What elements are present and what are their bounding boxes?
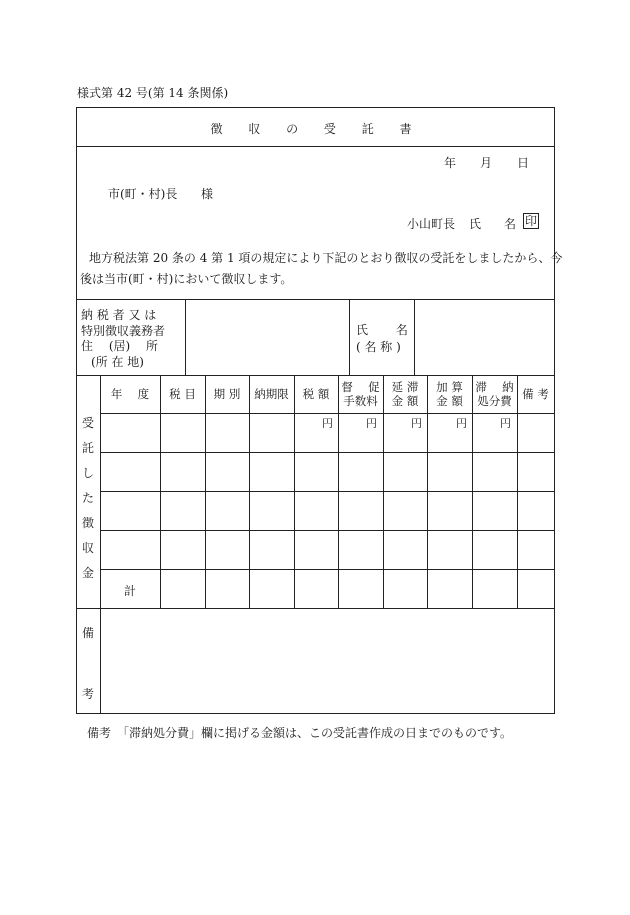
body-text-line1: 地方税法第 20 条の 4 第 1 項の規定により下記のとおり徴収の受託をしましたから、今 — [89, 251, 563, 265]
side-label-4: た — [81, 491, 94, 505]
taxpayer-label-line4: (所 在 地) — [91, 355, 144, 369]
name-label-line1: 氏 名 — [356, 323, 408, 337]
divider — [77, 146, 554, 147]
side-label-7: 金 — [81, 566, 94, 580]
unit-yen: 円 — [500, 417, 511, 430]
total-label: 計 — [124, 584, 137, 598]
header-additional-tax: 加 算 金 額 — [436, 380, 463, 408]
header-period: 期 別 — [213, 387, 241, 401]
header-disposition-cost: 滞 納 処分費 — [475, 380, 514, 408]
divider — [349, 299, 350, 375]
form-number-label: 様式第 42 号(第 14 条関係) — [77, 86, 229, 100]
header-fiscal-year: 年 度 — [110, 387, 150, 401]
footnote: 備考 「滞納処分費」欄に掲げる金額は、この受託書作成の日までのものです。 — [87, 726, 513, 740]
divider — [100, 569, 554, 570]
remarks-label-bottom: 考 — [81, 687, 94, 701]
body-text-line2: 後は当市(町・村)において徴収します。 — [80, 272, 293, 286]
side-label-3: し — [81, 466, 94, 480]
divider — [100, 530, 554, 531]
header-demand-fee: 督 促 手数料 — [341, 380, 380, 408]
header-due-date: 納期限 — [254, 387, 289, 401]
divider — [185, 299, 186, 375]
date-day: 日 — [517, 156, 530, 170]
side-label-5: 徴 — [81, 516, 94, 530]
divider — [100, 452, 554, 453]
divider — [100, 413, 554, 414]
header-tax-amount: 税 額 — [302, 387, 330, 401]
unit-yen: 円 — [411, 417, 422, 430]
header-remarks: 備 考 — [522, 387, 549, 401]
taxpayer-label-line1: 納 税 者 又 は — [81, 308, 157, 322]
taxpayer-label-line3: 住 (居) 所 — [81, 339, 158, 353]
issuer-shi: 氏 — [469, 217, 482, 231]
divider — [77, 608, 554, 609]
issuer-name: 小山町長 — [407, 217, 456, 231]
side-label-2: 託 — [81, 441, 94, 455]
addressee-honorific: 様 — [201, 187, 214, 201]
divider — [100, 491, 554, 492]
header-delinquency: 延 滞 金 額 — [391, 380, 419, 408]
unit-yen: 円 — [322, 417, 333, 430]
side-label-6: 収 — [81, 541, 94, 555]
unit-yen: 円 — [456, 417, 467, 430]
date-month: 月 — [480, 156, 493, 170]
divider — [77, 375, 554, 376]
date-year: 年 — [444, 156, 457, 170]
divider — [414, 299, 415, 375]
side-label-1: 受 — [81, 416, 94, 430]
issuer-mei: 名 — [504, 217, 517, 231]
document-title: 徴 収 の 受 託 書 — [210, 122, 423, 136]
taxpayer-label-line2: 特別徴収義務者 — [81, 324, 166, 338]
header-tax-item: 税 目 — [169, 387, 196, 401]
consignment-form — [76, 107, 563, 714]
divider — [100, 608, 101, 713]
seal-mark: 印 — [525, 214, 538, 228]
addressee-name: 市(町・村)長 — [108, 187, 178, 201]
unit-yen: 円 — [366, 417, 377, 430]
remarks-label-top: 備 — [81, 626, 94, 640]
divider — [77, 299, 554, 300]
name-label-line2: ( 名 称 ) — [356, 340, 401, 354]
